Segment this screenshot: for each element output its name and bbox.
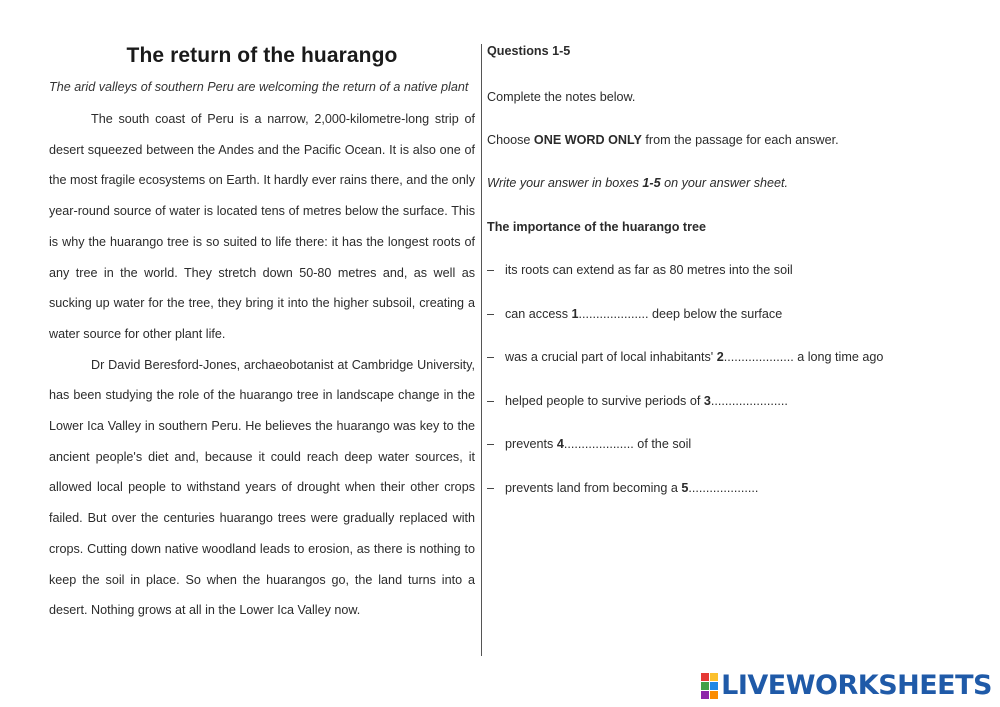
notes-title: The importance of the huarango tree	[487, 220, 707, 234]
note-item-question-2	[487, 348, 883, 366]
questions-heading: Questions 1-5	[487, 44, 571, 58]
note-text: prevents land from becoming a	[505, 481, 682, 495]
instruction-choose-bold: ONE WORD ONLY	[533, 133, 642, 147]
dash-bullet: –	[487, 394, 495, 408]
logo-grid-icon	[701, 673, 718, 699]
question-number: 3	[703, 394, 711, 408]
dash-bullet: –	[487, 307, 495, 321]
note-text: helped people to survive periods of	[505, 394, 704, 408]
dash-bullet: –	[487, 263, 495, 277]
instruction-choose-pre: Choose	[487, 133, 534, 147]
answer-blank-3[interactable]: ......................	[710, 394, 788, 408]
answer-blank-4[interactable]: ....................	[563, 437, 634, 451]
note-item-question-1	[487, 305, 782, 323]
instruction-answer-pre: Write your answer in boxes	[487, 176, 643, 190]
instruction-choose-post: from the passage for each answer.	[641, 133, 839, 147]
note-item-question-3	[487, 392, 788, 410]
column-divider	[481, 44, 482, 656]
note-text: a long time ago	[793, 350, 884, 364]
note-text: of the soil	[633, 437, 692, 451]
note-text: can access	[505, 307, 572, 321]
instruction-answer-bold: 1-5	[642, 176, 661, 190]
reading-passage	[49, 44, 475, 626]
note-text: prevents	[505, 437, 557, 451]
note-text: its roots can extend as far as 80 metres into the soil	[505, 263, 793, 277]
article-title: The return of the huarango	[126, 44, 398, 67]
answer-blank-2[interactable]: ....................	[723, 350, 794, 364]
answer-blank-5[interactable]: ....................	[688, 481, 759, 495]
question-number: 4	[556, 437, 564, 451]
dash-bullet: –	[487, 481, 495, 495]
article-paragraph-2: Dr David Beresford-Jones, archaeobotanist at Cambridge University, has been studying the role of the huarango tree in landscape change in the Lower Ica Valley in southern Peru. He believes the huarango was key to the ancient people's diet and, because it could reach deep water sources, it allowed local people to withstand years of drought when their other crops failed. But over the centuries huarango trees were gradually replaced with crops. Cutting down native woodland leads to erosion, as there is nothing to keep the soil in place. So when the huarangos go, the land turns into a desert. Nothing grows at all in the Lower Ica Valley now.	[49, 357, 475, 618]
answer-blank-1[interactable]: ....................	[578, 307, 649, 321]
question-number: 1	[571, 307, 579, 321]
article-subtitle: The arid valleys of southern Peru are welcoming the return of a native plant	[49, 80, 469, 94]
question-number: 5	[681, 481, 689, 495]
note-item-question-4	[487, 435, 691, 453]
question-number: 2	[716, 350, 724, 364]
liveworksheets-logo	[701, 670, 992, 701]
instruction-choose-word	[487, 131, 839, 149]
article-paragraph-1: The south coast of Peru is a narrow, 2,000-kilometre-long strip of desert squeezed between the Andes and the Pacific Ocean. It is also one of the most fragile ecosystems on Earth. It hardly ever rains there, and the only year-round source of water is located tens of metres below the surface. This is why the huarango tree is so suited to life there: it has the longest roots of any tree in the world. They stretch down 50-80 metres and, as well as sucking up water for the tree, they bring it into the higher subsoil, creating a water source for other plant life.	[49, 112, 475, 341]
note-item-question-5	[487, 479, 758, 497]
note-item	[487, 261, 793, 279]
instruction-answer-boxes	[487, 174, 788, 192]
note-text: deep below the surface	[648, 307, 783, 321]
note-text: was a crucial part of local inhabitants'	[505, 350, 717, 364]
instruction-answer-post: on your answer sheet.	[660, 176, 789, 190]
dash-bullet: –	[487, 350, 495, 364]
instruction-complete-notes: Complete the notes below.	[487, 90, 636, 104]
dash-bullet: –	[487, 437, 495, 451]
logo-text: LIVEWORKSHEETS	[721, 670, 992, 701]
